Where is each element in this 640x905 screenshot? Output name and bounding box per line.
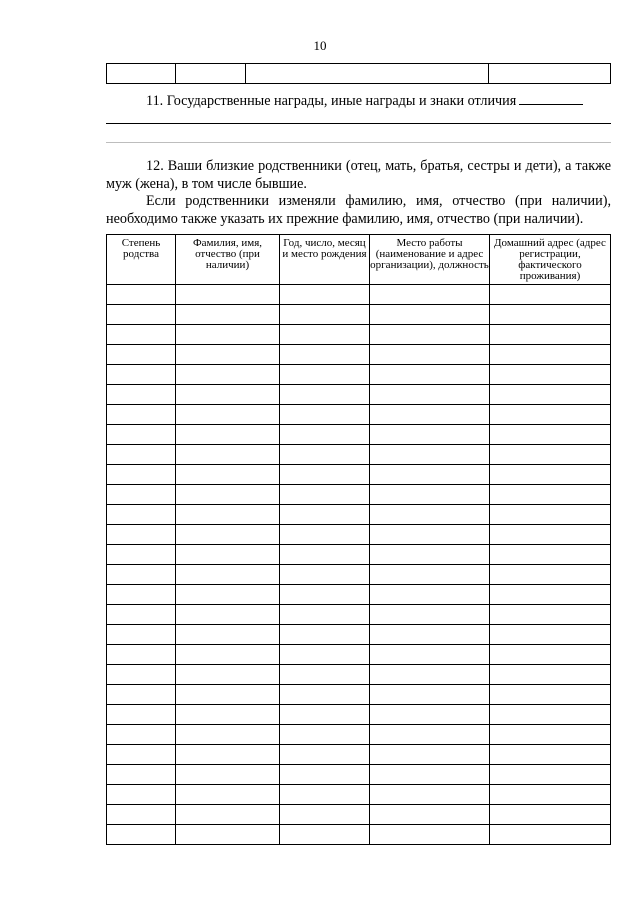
- answer-line[interactable]: [106, 142, 611, 143]
- table-row: [107, 665, 611, 685]
- table-cell[interactable]: [370, 545, 490, 565]
- table-cell[interactable]: [370, 445, 490, 465]
- table-row: [107, 505, 611, 525]
- table-cell[interactable]: [280, 485, 370, 505]
- table-cell[interactable]: [370, 705, 490, 725]
- table-cell[interactable]: [107, 785, 176, 805]
- table-cell[interactable]: [490, 765, 611, 785]
- table-row: [107, 645, 611, 665]
- table-cell[interactable]: [490, 465, 611, 485]
- table-cell[interactable]: [370, 625, 490, 645]
- table-row: [107, 545, 611, 565]
- table-cell[interactable]: [490, 625, 611, 645]
- question-11-text: 11. Государственные награды, иные награды и знаки отличия: [146, 93, 517, 109]
- question-12-paragraph-2: Если родственники изменяли фамилию, имя, отчество (при наличии), необходимо также указать их прежние фамилию, имя, отчество (при наличии).: [106, 193, 611, 227]
- table-cell[interactable]: [176, 825, 280, 845]
- table-cell[interactable]: [107, 765, 176, 785]
- question-12: [106, 158, 611, 228]
- answer-line[interactable]: [106, 123, 611, 124]
- table-cell[interactable]: [107, 725, 176, 745]
- table-cell[interactable]: [370, 425, 490, 445]
- table-cell[interactable]: [280, 805, 370, 825]
- table-cell[interactable]: [490, 445, 611, 465]
- table-cell[interactable]: [490, 705, 611, 725]
- table-row: [107, 605, 611, 625]
- page-number: 10: [313, 38, 327, 53]
- column-header-birth: Год, число, месяц и место рождения: [280, 235, 370, 285]
- table-cell[interactable]: [490, 385, 611, 405]
- table-cell[interactable]: [489, 64, 611, 84]
- table-cell[interactable]: [370, 285, 490, 305]
- question-11: [106, 90, 611, 110]
- table-cell[interactable]: [280, 665, 370, 685]
- table-cell[interactable]: [370, 345, 490, 365]
- table-cell[interactable]: [107, 505, 176, 525]
- table-cell[interactable]: [176, 325, 280, 345]
- table-cell[interactable]: [176, 465, 280, 485]
- table-cell[interactable]: [176, 64, 246, 84]
- table-cell[interactable]: [490, 505, 611, 525]
- table-cell[interactable]: [176, 525, 280, 545]
- table-cell[interactable]: [370, 605, 490, 625]
- table-cell[interactable]: [370, 465, 490, 485]
- table-cell[interactable]: [176, 305, 280, 325]
- table-cell[interactable]: [107, 625, 176, 645]
- table-cell[interactable]: [107, 745, 176, 765]
- table-cell[interactable]: [280, 365, 370, 385]
- table-cell[interactable]: [176, 585, 280, 605]
- table-cell[interactable]: [107, 64, 176, 84]
- table-cell[interactable]: [176, 365, 280, 385]
- table-cell[interactable]: [176, 645, 280, 665]
- table-cell[interactable]: [280, 285, 370, 305]
- table-row: [107, 565, 611, 585]
- table-cell[interactable]: [107, 485, 176, 505]
- table-row: [107, 365, 611, 385]
- table-row: [107, 685, 611, 705]
- table-cell[interactable]: [176, 745, 280, 765]
- table-cell[interactable]: [370, 665, 490, 685]
- continued-table: [106, 63, 611, 84]
- table-row: [107, 725, 611, 745]
- table-row: [107, 285, 611, 305]
- table-cell[interactable]: [280, 685, 370, 705]
- table-cell[interactable]: [370, 405, 490, 425]
- table-cell[interactable]: [370, 385, 490, 405]
- table-cell[interactable]: [280, 825, 370, 845]
- table-cell[interactable]: [370, 725, 490, 745]
- table-row: [107, 525, 611, 545]
- table-cell[interactable]: [280, 705, 370, 725]
- table-cell[interactable]: [107, 525, 176, 545]
- table-cell[interactable]: [370, 685, 490, 705]
- table-cell[interactable]: [246, 64, 489, 84]
- table-cell[interactable]: [280, 785, 370, 805]
- table-cell[interactable]: [370, 745, 490, 765]
- table-cell[interactable]: [280, 525, 370, 545]
- table-cell[interactable]: [370, 525, 490, 545]
- table-cell[interactable]: [280, 345, 370, 365]
- table-cell[interactable]: [280, 465, 370, 485]
- table-row: [107, 465, 611, 485]
- table-cell[interactable]: [490, 365, 611, 385]
- table-cell[interactable]: [107, 805, 176, 825]
- table-cell[interactable]: [107, 825, 176, 845]
- table-row: [107, 345, 611, 365]
- table-row: [107, 385, 611, 405]
- table-cell[interactable]: [107, 665, 176, 685]
- table-cell[interactable]: [176, 685, 280, 705]
- table-cell[interactable]: [370, 645, 490, 665]
- table-cell[interactable]: [490, 725, 611, 745]
- table-cell[interactable]: [107, 685, 176, 705]
- table-cell[interactable]: [490, 665, 611, 685]
- table-cell[interactable]: [280, 745, 370, 765]
- table-cell[interactable]: [107, 605, 176, 625]
- table-row: [107, 445, 611, 465]
- table-cell[interactable]: [176, 565, 280, 585]
- table-cell[interactable]: [490, 305, 611, 325]
- column-header-kinship: Степень родства: [107, 235, 176, 285]
- table-cell[interactable]: [107, 405, 176, 425]
- table-row: [107, 585, 611, 605]
- table-row: [107, 765, 611, 785]
- table-cell[interactable]: [107, 705, 176, 725]
- table-cell[interactable]: [107, 545, 176, 565]
- table-cell[interactable]: [176, 545, 280, 565]
- table-row: [107, 425, 611, 445]
- table-row: [107, 705, 611, 725]
- table-cell[interactable]: [176, 485, 280, 505]
- table-cell[interactable]: [370, 325, 490, 345]
- table-cell[interactable]: [490, 285, 611, 305]
- table-row: [107, 625, 611, 645]
- table-cell[interactable]: [280, 725, 370, 745]
- table-cell[interactable]: [370, 565, 490, 585]
- table-cell[interactable]: [280, 445, 370, 465]
- relatives-table: [106, 234, 611, 845]
- table-cell[interactable]: [107, 465, 176, 485]
- table-cell[interactable]: [370, 805, 490, 825]
- table-cell[interactable]: [280, 625, 370, 645]
- table-cell[interactable]: [176, 725, 280, 745]
- table-cell[interactable]: [176, 705, 280, 725]
- table-cell[interactable]: [107, 645, 176, 665]
- table-cell[interactable]: [490, 405, 611, 425]
- table-cell[interactable]: [176, 605, 280, 625]
- table-header-row: [107, 235, 611, 285]
- table-cell[interactable]: [176, 405, 280, 425]
- table-cell[interactable]: [280, 605, 370, 625]
- table-cell[interactable]: [176, 785, 280, 805]
- table-cell[interactable]: [176, 625, 280, 645]
- table-cell[interactable]: [370, 365, 490, 385]
- table-cell[interactable]: [107, 425, 176, 445]
- table-cell[interactable]: [280, 405, 370, 425]
- table-cell[interactable]: [176, 505, 280, 525]
- table-cell[interactable]: [107, 305, 176, 325]
- table-row: [107, 325, 611, 345]
- table-cell[interactable]: [490, 425, 611, 445]
- table-row: [107, 305, 611, 325]
- table-cell[interactable]: [280, 765, 370, 785]
- table-cell[interactable]: [490, 325, 611, 345]
- table-cell[interactable]: [176, 445, 280, 465]
- answer-blank[interactable]: [519, 90, 583, 105]
- table-cell[interactable]: [107, 325, 176, 345]
- table-cell[interactable]: [370, 485, 490, 505]
- table-cell[interactable]: [176, 765, 280, 785]
- relatives-table-body: [107, 285, 611, 845]
- table-cell[interactable]: [280, 425, 370, 445]
- table-cell[interactable]: [107, 445, 176, 465]
- table-cell[interactable]: [176, 665, 280, 685]
- table-cell[interactable]: [490, 545, 611, 565]
- table-cell[interactable]: [176, 425, 280, 445]
- table-cell[interactable]: [370, 505, 490, 525]
- table-cell[interactable]: [370, 305, 490, 325]
- table-cell[interactable]: [490, 345, 611, 365]
- table-cell[interactable]: [107, 585, 176, 605]
- table-cell[interactable]: [280, 325, 370, 345]
- question-12-paragraph-1: 12. Ваши близкие родственники (отец, мать, братья, сестры и дети), а также муж (жена), в том числе бывшие.: [106, 158, 611, 192]
- table-cell[interactable]: [280, 305, 370, 325]
- table-cell[interactable]: [490, 645, 611, 665]
- table-cell[interactable]: [107, 365, 176, 385]
- table-cell[interactable]: [107, 385, 176, 405]
- table-cell[interactable]: [490, 605, 611, 625]
- column-header-full-name: Фамилия, имя, отчество (при наличии): [176, 235, 280, 285]
- table-row: [107, 405, 611, 425]
- table-cell[interactable]: [490, 585, 611, 605]
- table-cell[interactable]: [280, 585, 370, 605]
- table-cell[interactable]: [490, 565, 611, 585]
- table-row: [107, 745, 611, 765]
- table-cell[interactable]: [370, 585, 490, 605]
- table-cell[interactable]: [107, 285, 176, 305]
- table-cell[interactable]: [107, 345, 176, 365]
- table-cell[interactable]: [176, 285, 280, 305]
- column-header-address: Домашний адрес (адрес регистрации, фактического проживания): [490, 235, 611, 285]
- table-cell[interactable]: [176, 385, 280, 405]
- table-cell[interactable]: [280, 645, 370, 665]
- table-cell[interactable]: [490, 805, 611, 825]
- table-cell[interactable]: [280, 545, 370, 565]
- table-cell[interactable]: [176, 345, 280, 365]
- table-row: [107, 785, 611, 805]
- table-cell[interactable]: [280, 385, 370, 405]
- table-cell[interactable]: [370, 785, 490, 805]
- table-row: [107, 485, 611, 505]
- table-cell[interactable]: [370, 765, 490, 785]
- table-cell[interactable]: [370, 825, 490, 845]
- table-cell[interactable]: [280, 565, 370, 585]
- table-cell[interactable]: [280, 505, 370, 525]
- column-header-workplace: Место работы (наименование и адрес организации), должность: [370, 235, 490, 285]
- table-cell[interactable]: [107, 565, 176, 585]
- table-cell[interactable]: [490, 685, 611, 705]
- table-row: [107, 805, 611, 825]
- table-cell[interactable]: [490, 825, 611, 845]
- table-cell[interactable]: [490, 525, 611, 545]
- table-cell[interactable]: [176, 805, 280, 825]
- table-row: [107, 825, 611, 845]
- table-cell[interactable]: [490, 485, 611, 505]
- table-cell[interactable]: [490, 745, 611, 765]
- table-cell[interactable]: [490, 785, 611, 805]
